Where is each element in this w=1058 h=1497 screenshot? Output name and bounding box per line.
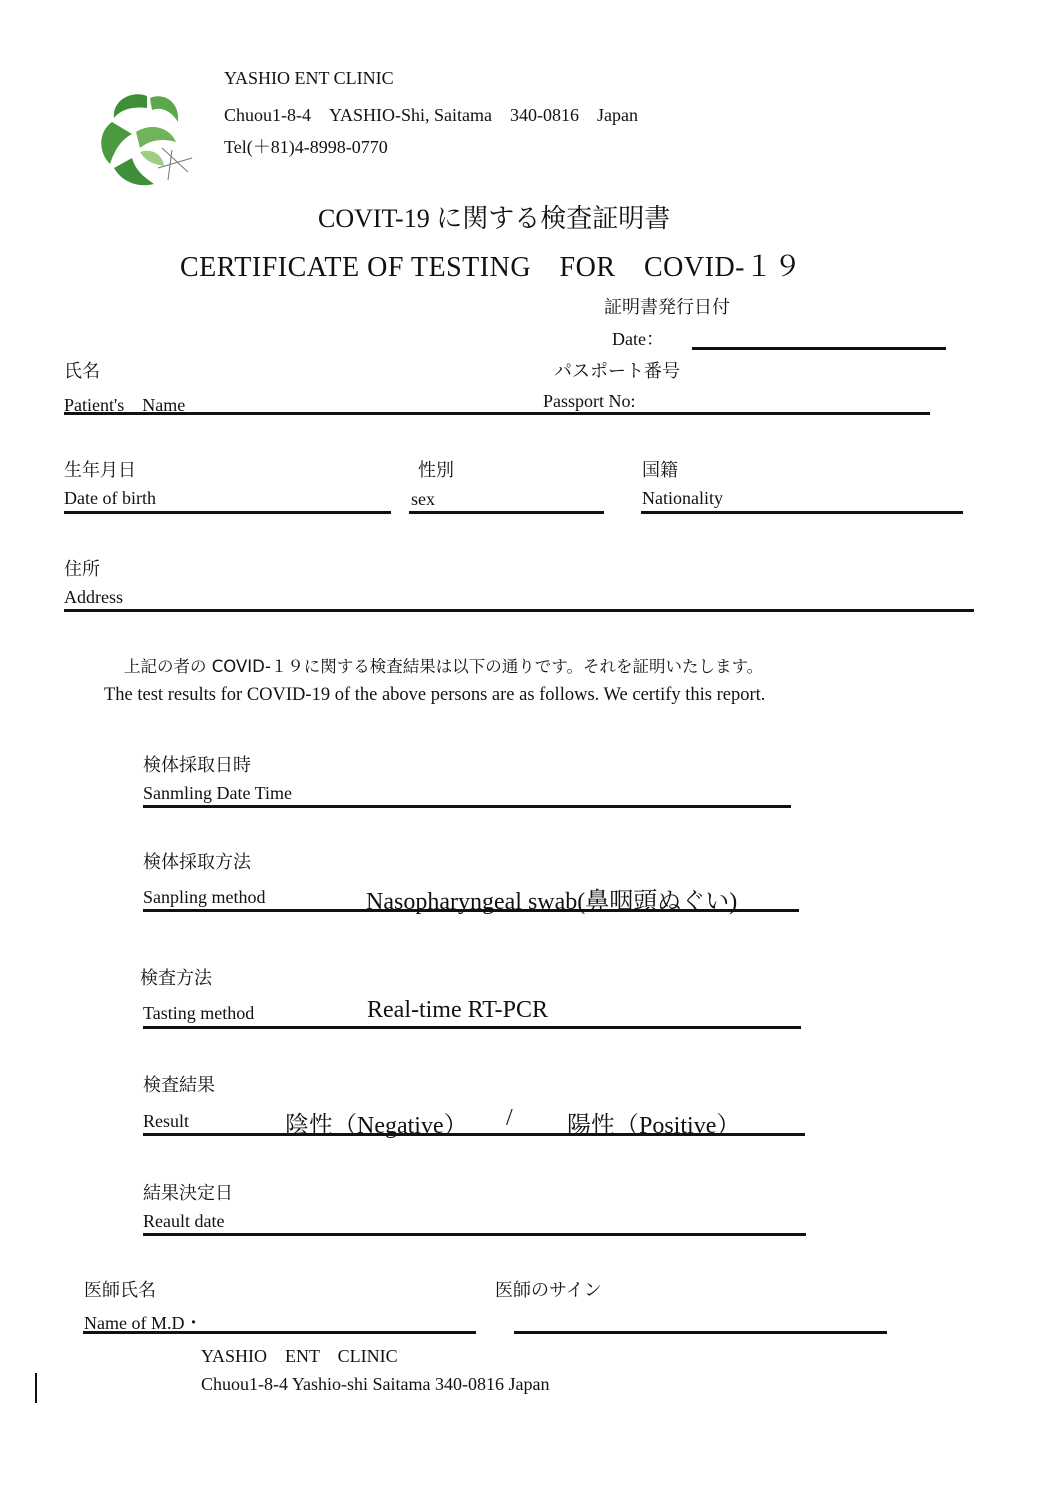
result-line [143, 1133, 805, 1136]
doctor-name-line[interactable] [83, 1331, 476, 1334]
doctor-name-label-en: Name of M.D・ [84, 1313, 203, 1333]
result-date-label-en: Reault date [143, 1211, 225, 1231]
sampling-datetime-line[interactable] [143, 805, 791, 808]
sex-label-jp: 性別 [418, 460, 454, 481]
result-label-jp: 検査結果 [143, 1075, 215, 1096]
sampling-method-label-en: Sanpling method [143, 887, 266, 907]
sampling-datetime-label-jp: 検体採取日時 [143, 755, 251, 776]
nationality-label-en: Nationality [642, 488, 723, 508]
issue-date-line[interactable] [692, 347, 946, 350]
result-date-label-jp: 結果決定日 [143, 1183, 233, 1204]
clinic-logo [92, 88, 207, 198]
nationality-label-jp: 国籍 [642, 460, 678, 481]
address-label-en: Address [64, 587, 123, 607]
doctor-signature-line[interactable] [514, 1331, 887, 1334]
result-positive-option[interactable]: 陽性（Positive） [567, 1113, 741, 1139]
result-negative-option[interactable]: 陰性（Negative） [285, 1113, 468, 1139]
address-line[interactable] [64, 609, 974, 612]
testing-method-value: Real-time RT-PCR [367, 997, 549, 1023]
result-separator: / [506, 1105, 513, 1131]
sampling-datetime-label-en: Sanmling Date Time [143, 783, 293, 803]
text-cursor [35, 1373, 37, 1403]
title-english: CERTIFICATE OF TESTING FOR COVID-１９ [180, 252, 802, 283]
sex-line[interactable] [409, 511, 604, 514]
title-japanese: COVIT-19 に関する検査証明書 [318, 204, 671, 233]
footer-clinic-name: YASHIO ENT CLINIC [201, 1346, 398, 1366]
sampling-method-line [143, 909, 799, 912]
leaf-logo-icon [92, 88, 207, 198]
clinic-tel: Tel(＋81)4-8998-0770 [224, 137, 388, 157]
dob-label-jp: 生年月日 [64, 460, 136, 481]
testing-method-label-jp: 検査方法 [140, 968, 212, 989]
sampling-method-value: Nasopharyngeal swab(鼻咽頭ぬぐい) [366, 889, 738, 915]
address-label-jp: 住所 [64, 559, 100, 580]
result-date-line[interactable] [143, 1233, 806, 1236]
name-passport-line[interactable] [64, 412, 930, 415]
doctor-signature-label: 医師のサイン [495, 1280, 602, 1301]
statement-en: The test results for COVID-19 of the above persons are as follows. We certify this report. [104, 685, 766, 705]
clinic-name: YASHIO ENT CLINIC [224, 68, 394, 88]
testing-method-line [143, 1026, 801, 1029]
name-label-jp: 氏名 [64, 361, 100, 382]
name-label-en: Patient's Name [64, 395, 186, 415]
doctor-name-label-jp: 医師氏名 [84, 1280, 156, 1301]
dob-line[interactable] [64, 511, 391, 514]
passport-label-jp: パスポート番号 [554, 361, 680, 382]
statement-jp: 上記の者の COVID-１９に関する検査結果は以下の通りです。それを証明いたします。 [124, 657, 764, 676]
footer-clinic-address: Chuou1-8-4 Yashio-shi Saitama 340-0816 Japan [201, 1374, 550, 1394]
testing-method-label-en: Tasting method [143, 1003, 255, 1023]
result-label-en: Result [143, 1111, 190, 1131]
issue-date-label-jp: 証明書発行日付 [604, 297, 730, 318]
dob-label-en: Date of birth [64, 488, 156, 508]
clinic-address: Chuou1-8-4 YASHIO-Shi, Saitama 340-0816 Japan [224, 105, 638, 125]
issue-date-label-en: Date： [612, 329, 664, 349]
nationality-line[interactable] [641, 511, 963, 514]
passport-label-en: Passport No: [543, 391, 636, 411]
sex-label-en: sex [411, 489, 435, 509]
sampling-method-label-jp: 検体採取方法 [143, 852, 251, 873]
